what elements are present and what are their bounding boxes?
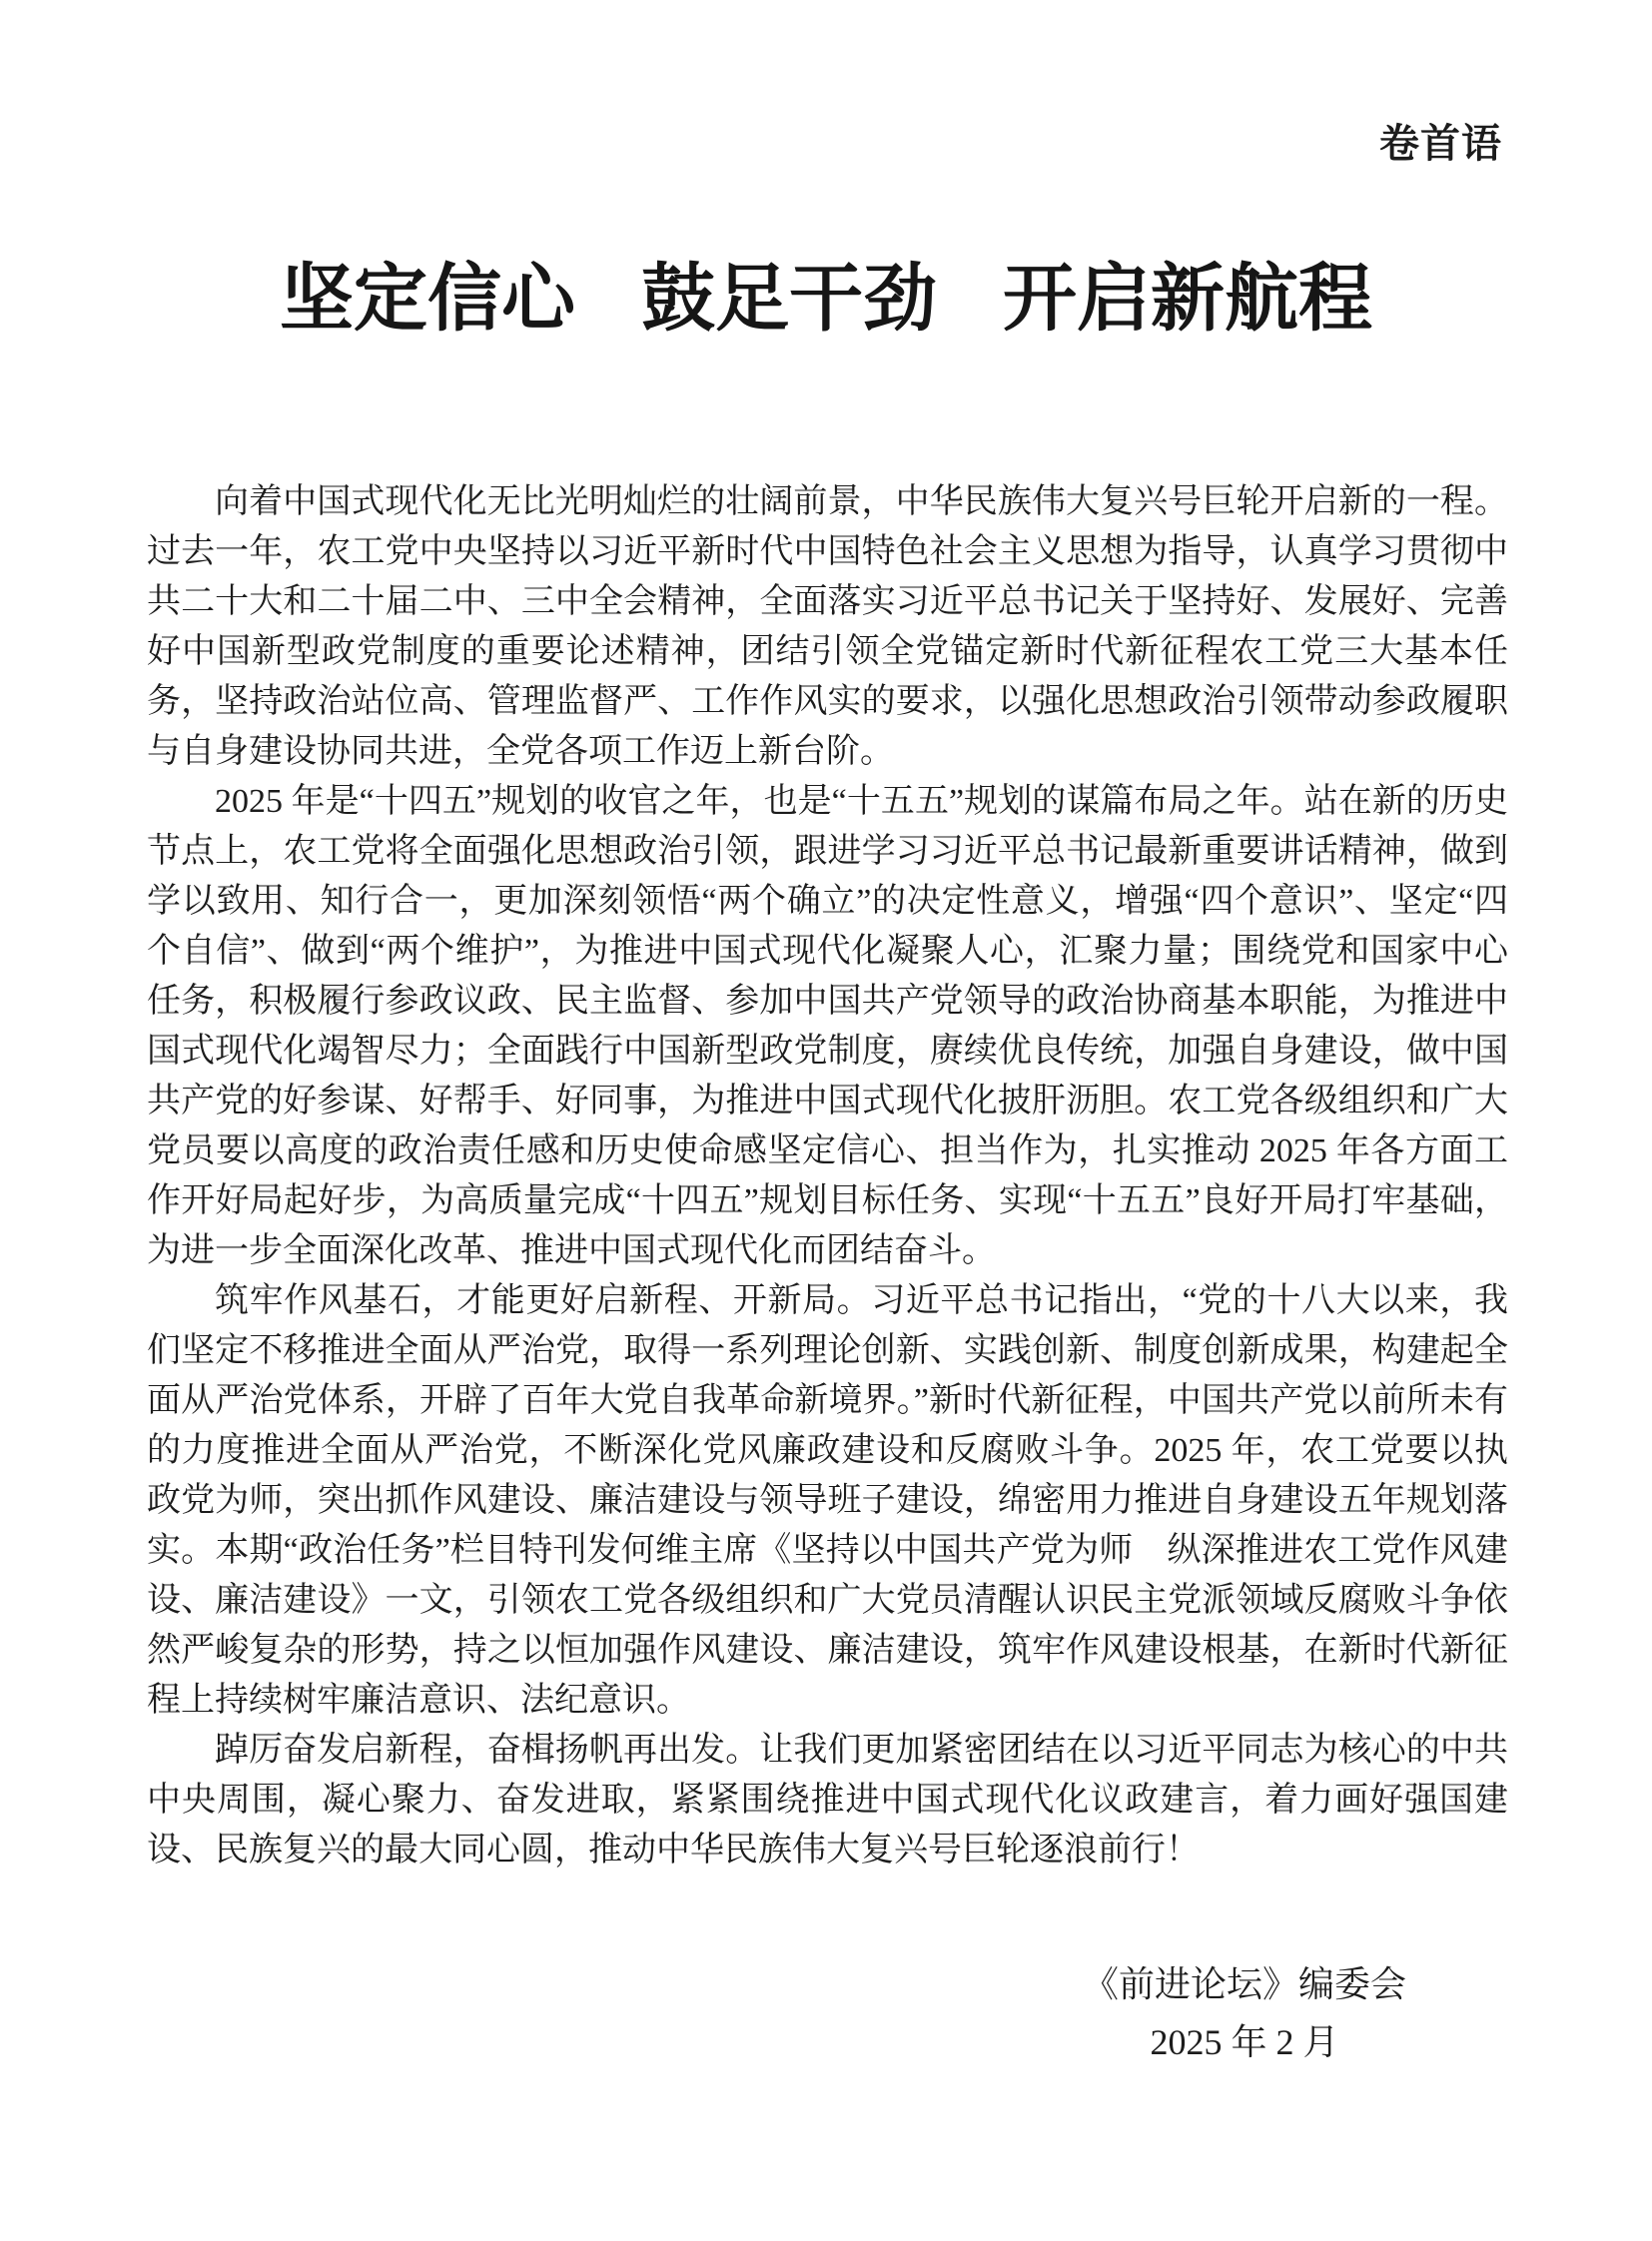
title-segment-2: 鼓足干劲 <box>641 259 937 341</box>
paragraph-3: 筑牢作风基石，才能更好启新程、开新局。习近平总书记指出，“党的十八大以来，我们坚定不移推进全面从严治党，取得一系列理论创新、实践创新、制度创新成果，构建起全面从严治党体系，开辟了百年大党自我革命新境界。”新时代新征程，中国共产党以前所未有的力度推进全面从严治党，不断深化党风廉政建设和反腐败斗争。2025 年，农工党要以执政党为师，突出抓作风建设、廉洁建设与领导班子建设，绵密用力推进自身建设五年规划落实。本期“政治任务”栏目特刊发何维主席《坚持以中国共产党为师 纵深推进农工党作风建设、廉洁建设》一文，引领农工党各级组织和广大党员清醒认识民主党派领域反腐败斗争依然严峻复杂的形势，持之以恒加强作风建设、廉洁建设，筑牢作风建设根基，在新时代新征程上持续树牢廉洁意识、法纪意识。 <box>147 1282 1508 1719</box>
signature-inner <box>1083 1955 1406 2071</box>
paragraph-1: 向着中国式现代化无比光明灿烂的壮阔前景，中华民族伟大复兴号巨轮开启新的一程。过去一年，农工党中央坚持以习近平新时代中国特色社会主义思想为指导，认真学习贯彻中共二十大和二十届二中、三中全会精神，全面落实习近平总书记关于坚持好、发展好、完善好中国新型政党制度的重要论述精神，团结引领全党锚定新时代新征程农工党三大基本任务，坚持政治站位高、管理监督严、工作作风实的要求，以强化思想政治引领带动参政履职与自身建设协同共进，全党各项工作迈上新台阶。 <box>147 483 1508 770</box>
paragraph-2: 2025 年是“十四五”规划的收官之年，也是“十五五”规划的谋篇布局之年。站在新的历史节点上，农工党将全面强化思想政治引领，跟进学习习近平总书记最新重要讲话精神，做到学以致用、知行合一，更加深刻领悟“两个确立”的决定性意义，增强“四个意识”、坚定“四个自信”、做到“两个维护”，为推进中国式现代化凝聚人心，汇聚力量；围绕党和国家中心任务，积极履行参政议政、民主监督、参加中国共产党领导的政治协商基本职能，为推进中国式现代化竭智尽力；全面践行中国新型政党制度，赓续优良传统，加强自身建设，做中国共产党的好参谋、好帮手、好同事，为推进中国式现代化披肝沥胆。农工党各级组织和广大党员要以高度的政治责任感和历史使命感坚定信心、担当作为，扎实推动 2025 年各方面工作开好局起好步，为高质量完成“十四五”规划目标任务、实现“十五五”良好开局打牢基础，为进一步全面深化改革、推进中国式现代化而团结奋斗。 <box>147 783 1508 1269</box>
signature-author: 《前进论坛》编委会 <box>1082 1964 1406 2004</box>
signature-date: 2025 年 2 月 <box>1150 2022 1339 2062</box>
signature-block <box>1083 1955 1406 2071</box>
article-title <box>0 256 1652 345</box>
title-segment-1: 坚定信心 <box>280 259 575 341</box>
corner-label: 卷首语 <box>1379 122 1502 166</box>
title-segment-3: 开启新航程 <box>1003 259 1372 341</box>
paragraph-4: 踔厉奋发启新程，奋楫扬帆再出发。让我们更加紧密团结在以习近平同志为核心的中共中央周围，凝心聚力、奋发进取，紧紧围绕推进中国式现代化议政建言，着力画好强国建设、民族复兴的最大同心圆，推动中华民族伟大复兴号巨轮逐浪前行！ <box>147 1732 1508 1868</box>
article-body <box>147 477 1508 1875</box>
